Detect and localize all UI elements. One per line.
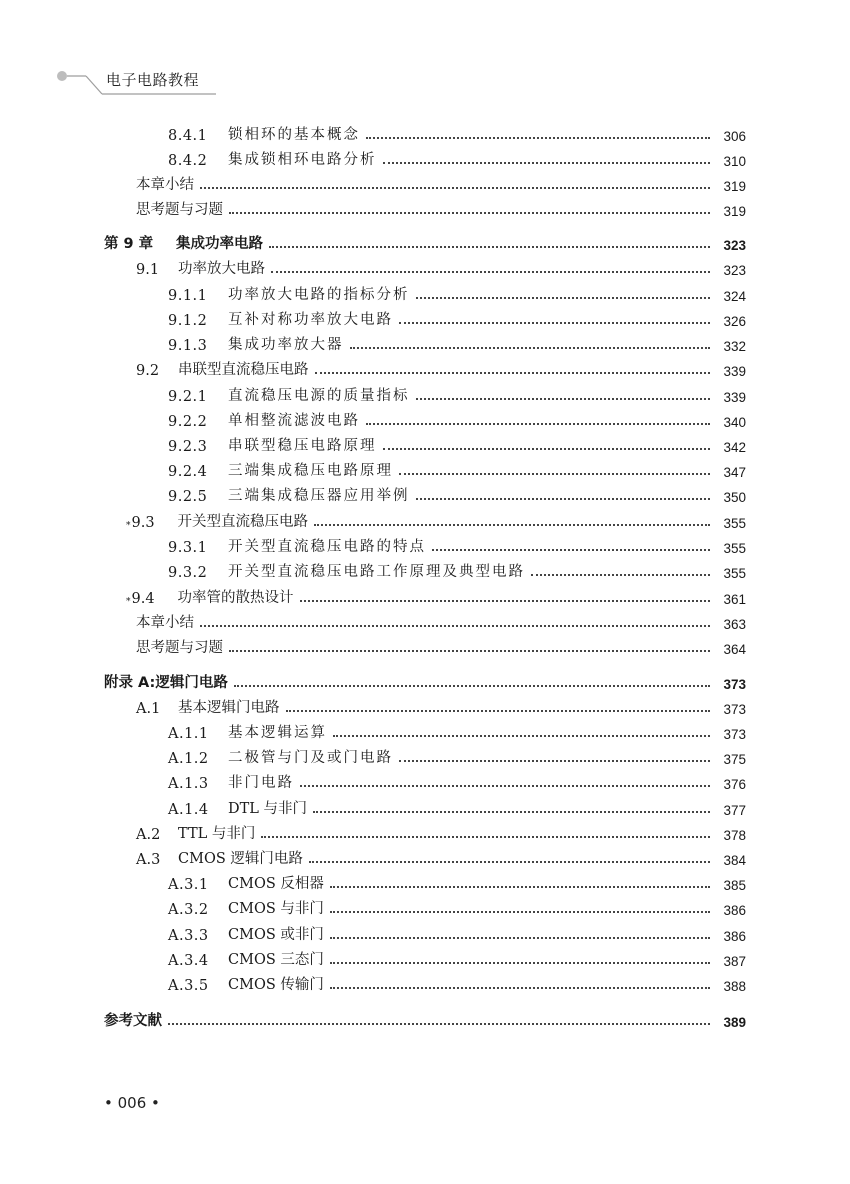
section-title: CMOS 与非门	[228, 901, 324, 917]
dot-leader	[300, 784, 710, 787]
page-number: 373	[723, 677, 746, 692]
section-number: 9.2.2	[168, 414, 208, 430]
dot-leader	[383, 447, 711, 450]
page-number: 332	[723, 339, 746, 354]
folio-page-number: • 006 •	[104, 1094, 160, 1112]
toc-entry[interactable]	[168, 458, 746, 480]
toc-entry[interactable]	[136, 610, 746, 632]
section-title: 单相整流滤波电路	[228, 413, 360, 429]
dot-leader	[309, 860, 710, 863]
page-number: 386	[723, 929, 746, 944]
toc-entry[interactable]	[136, 197, 746, 219]
page-number: 389	[723, 1015, 746, 1030]
page-number: 350	[723, 490, 746, 505]
dot-leader	[416, 397, 711, 400]
dot-leader	[366, 422, 710, 425]
page-number: 355	[723, 541, 746, 556]
toc-references[interactable]	[104, 1008, 746, 1030]
dot-leader	[350, 346, 711, 349]
section-title: CMOS 传输门	[228, 977, 324, 993]
section-number: 9.2.1	[168, 389, 208, 405]
toc-entry[interactable]	[168, 282, 746, 304]
section-number: 9.1.3	[168, 338, 208, 354]
section-number: A.1.4	[168, 802, 209, 818]
toc-entry[interactable]	[136, 695, 746, 717]
section-number: A.2	[136, 827, 161, 843]
dot-leader	[399, 472, 710, 475]
toc-chapter[interactable]	[104, 231, 746, 253]
page-number: 310	[723, 154, 746, 169]
section-number: 8.4.2	[168, 153, 208, 169]
dot-leader	[200, 624, 710, 627]
toc-entry[interactable]	[136, 256, 746, 278]
section-title: CMOS 三态门	[228, 952, 324, 968]
page-number: 361	[723, 592, 746, 607]
section-number: A.3.2	[168, 902, 209, 918]
dot-leader	[271, 270, 710, 273]
dot-leader	[531, 573, 710, 576]
section-title: 思考题与习题	[136, 202, 223, 218]
toc-entry[interactable]	[168, 796, 746, 818]
section-number: 9.3	[131, 515, 155, 531]
dot-leader	[269, 245, 710, 248]
section-title: CMOS 逻辑门电路	[178, 851, 303, 867]
section-title: 集成功率放大器	[228, 337, 344, 353]
references-title: 参考文献	[104, 1013, 162, 1029]
toc-entry[interactable]	[168, 408, 746, 430]
dot-leader	[313, 810, 710, 813]
dot-leader	[200, 186, 710, 189]
page-number: 323	[723, 263, 746, 278]
page-number: 375	[723, 752, 746, 767]
toc-entry[interactable]	[168, 534, 746, 556]
section-title: 互补对称功率放大电路	[228, 312, 393, 328]
toc-entry[interactable]	[136, 357, 746, 379]
section-title: 本章小结	[136, 615, 194, 631]
page-number: 378	[723, 828, 746, 843]
dot-leader	[261, 835, 710, 838]
page-number: 319	[723, 204, 746, 219]
book-title: 电子电路教程	[106, 71, 200, 89]
toc-entry[interactable]	[168, 947, 746, 969]
dot-leader	[383, 161, 711, 164]
section-title: 功率管的散热设计	[177, 590, 294, 606]
section-title: 开关型直流稳压电路	[177, 514, 308, 530]
section-title: 串联型稳压电路原理	[228, 438, 377, 454]
toc-entry[interactable]	[168, 770, 746, 792]
page-number: 373	[723, 702, 746, 717]
page-number: 373	[723, 727, 746, 742]
section-title: 基本逻辑运算	[228, 725, 327, 741]
section-title: 三端集成稳压器应用举例	[228, 488, 410, 504]
dot-leader	[330, 885, 710, 888]
appendix-title: 附录 A:逻辑门电路	[104, 675, 228, 691]
section-number: 9.2.4	[168, 464, 208, 480]
section-number: A.3.3	[168, 928, 209, 944]
page-number: 326	[723, 314, 746, 329]
page-number: 339	[723, 390, 746, 405]
page-number: 355	[723, 516, 746, 531]
toc-entry[interactable]	[126, 585, 746, 607]
dot-leader	[330, 986, 710, 989]
toc-entry[interactable]	[168, 922, 746, 944]
toc-entry[interactable]	[168, 383, 746, 405]
page-number: 355	[723, 566, 746, 581]
section-number: 8.4.1	[168, 128, 208, 144]
optional-marker: *	[126, 521, 131, 531]
dot-leader	[234, 684, 710, 687]
dot-leader	[286, 709, 711, 712]
toc-entry[interactable]	[136, 821, 746, 843]
chapter-number: 第 9 章	[104, 236, 154, 252]
toc-entry[interactable]	[168, 871, 746, 893]
page-number: 323	[723, 238, 746, 253]
toc-entry[interactable]	[136, 635, 746, 657]
page-number: 385	[723, 878, 746, 893]
toc-entry[interactable]	[168, 720, 746, 742]
section-number: 9.4	[131, 591, 155, 607]
section-title: 二极管与门及或门电路	[228, 750, 393, 766]
toc-entry[interactable]	[168, 559, 746, 581]
toc-entry[interactable]	[168, 307, 746, 329]
toc-entry[interactable]	[168, 122, 746, 144]
toc-entry[interactable]	[136, 846, 746, 868]
toc-entry[interactable]	[168, 745, 746, 767]
section-title: 锁相环的基本概念	[228, 127, 360, 143]
page-number: 387	[723, 954, 746, 969]
page-number: 306	[723, 129, 746, 144]
section-title: 思考题与习题	[136, 640, 223, 656]
page-number: 377	[723, 803, 746, 818]
section-number: A.1	[136, 701, 161, 717]
page-number: 363	[723, 617, 746, 632]
page-number: 319	[723, 179, 746, 194]
section-number: 9.1.1	[168, 288, 208, 304]
section-number: A.3	[136, 852, 161, 868]
dot-leader	[399, 759, 710, 762]
section-number: 9.3.2	[168, 565, 208, 581]
running-header	[56, 64, 216, 98]
section-title: 开关型直流稳压电路的特点	[228, 539, 426, 555]
section-number: A.1.1	[168, 726, 209, 742]
section-title: 本章小结	[136, 177, 194, 193]
page-number: 340	[723, 415, 746, 430]
page-number: 384	[723, 853, 746, 868]
toc-entry[interactable]	[168, 433, 746, 455]
dot-leader	[330, 936, 710, 939]
section-number: 9.1.2	[168, 313, 208, 329]
chapter-title: 集成功率电路	[176, 236, 263, 252]
page-number: 339	[723, 364, 746, 379]
section-number: 9.2	[136, 363, 160, 379]
page-number: 376	[723, 777, 746, 792]
section-title: CMOS 或非门	[228, 927, 324, 943]
section-title: 三端集成稳压电路原理	[228, 463, 393, 479]
toc-entry[interactable]	[168, 896, 746, 918]
dot-leader	[229, 649, 710, 652]
section-title: 开关型直流稳压电路工作原理及典型电路	[228, 564, 525, 580]
dot-leader	[416, 296, 711, 299]
dot-leader	[330, 910, 710, 913]
toc-entry[interactable]	[168, 972, 746, 994]
section-title: 集成锁相环电路分析	[228, 152, 377, 168]
page-number: 347	[723, 465, 746, 480]
section-title: 直流稳压电源的质量指标	[228, 388, 410, 404]
section-number: A.1.2	[168, 751, 209, 767]
dot-leader	[432, 548, 710, 551]
dot-leader	[314, 523, 710, 526]
section-number: A.1.3	[168, 776, 209, 792]
toc-entry[interactable]	[168, 147, 746, 169]
dot-leader	[333, 734, 710, 737]
dot-leader	[229, 211, 710, 214]
page-number: 324	[723, 289, 746, 304]
section-number: 9.1	[136, 262, 160, 278]
section-number: 9.3.1	[168, 540, 208, 556]
section-number: A.3.1	[168, 877, 209, 893]
dot-leader	[416, 497, 711, 500]
dot-leader	[399, 321, 710, 324]
dot-leader	[168, 1022, 710, 1025]
section-title: 功率放大电路的指标分析	[228, 287, 410, 303]
section-title: TTL 与非门	[178, 826, 256, 842]
dot-leader	[330, 961, 710, 964]
section-title: CMOS 反相器	[228, 876, 324, 892]
section-number: A.3.5	[168, 978, 209, 994]
page-number: 364	[723, 642, 746, 657]
dot-leader	[315, 371, 711, 374]
toc-entry[interactable]	[168, 332, 746, 354]
section-number: A.3.4	[168, 953, 209, 969]
section-title: DTL 与非门	[228, 801, 308, 817]
section-title: 串联型直流稳压电路	[178, 362, 309, 378]
section-title: 基本逻辑门电路	[178, 700, 280, 716]
toc-entry[interactable]	[126, 509, 746, 531]
toc-appendix[interactable]	[104, 670, 746, 692]
optional-marker: *	[126, 597, 131, 607]
section-number: 9.2.3	[168, 439, 208, 455]
section-title: 非门电路	[228, 775, 294, 791]
section-title: 功率放大电路	[178, 261, 265, 277]
page-number: 388	[723, 979, 746, 994]
page-number: 342	[723, 440, 746, 455]
dot-leader	[300, 599, 711, 602]
dot-leader	[366, 136, 710, 139]
page-number: 386	[723, 903, 746, 918]
section-number: 9.2.5	[168, 489, 208, 505]
toc-entry[interactable]	[168, 483, 746, 505]
toc-entry[interactable]	[136, 172, 746, 194]
